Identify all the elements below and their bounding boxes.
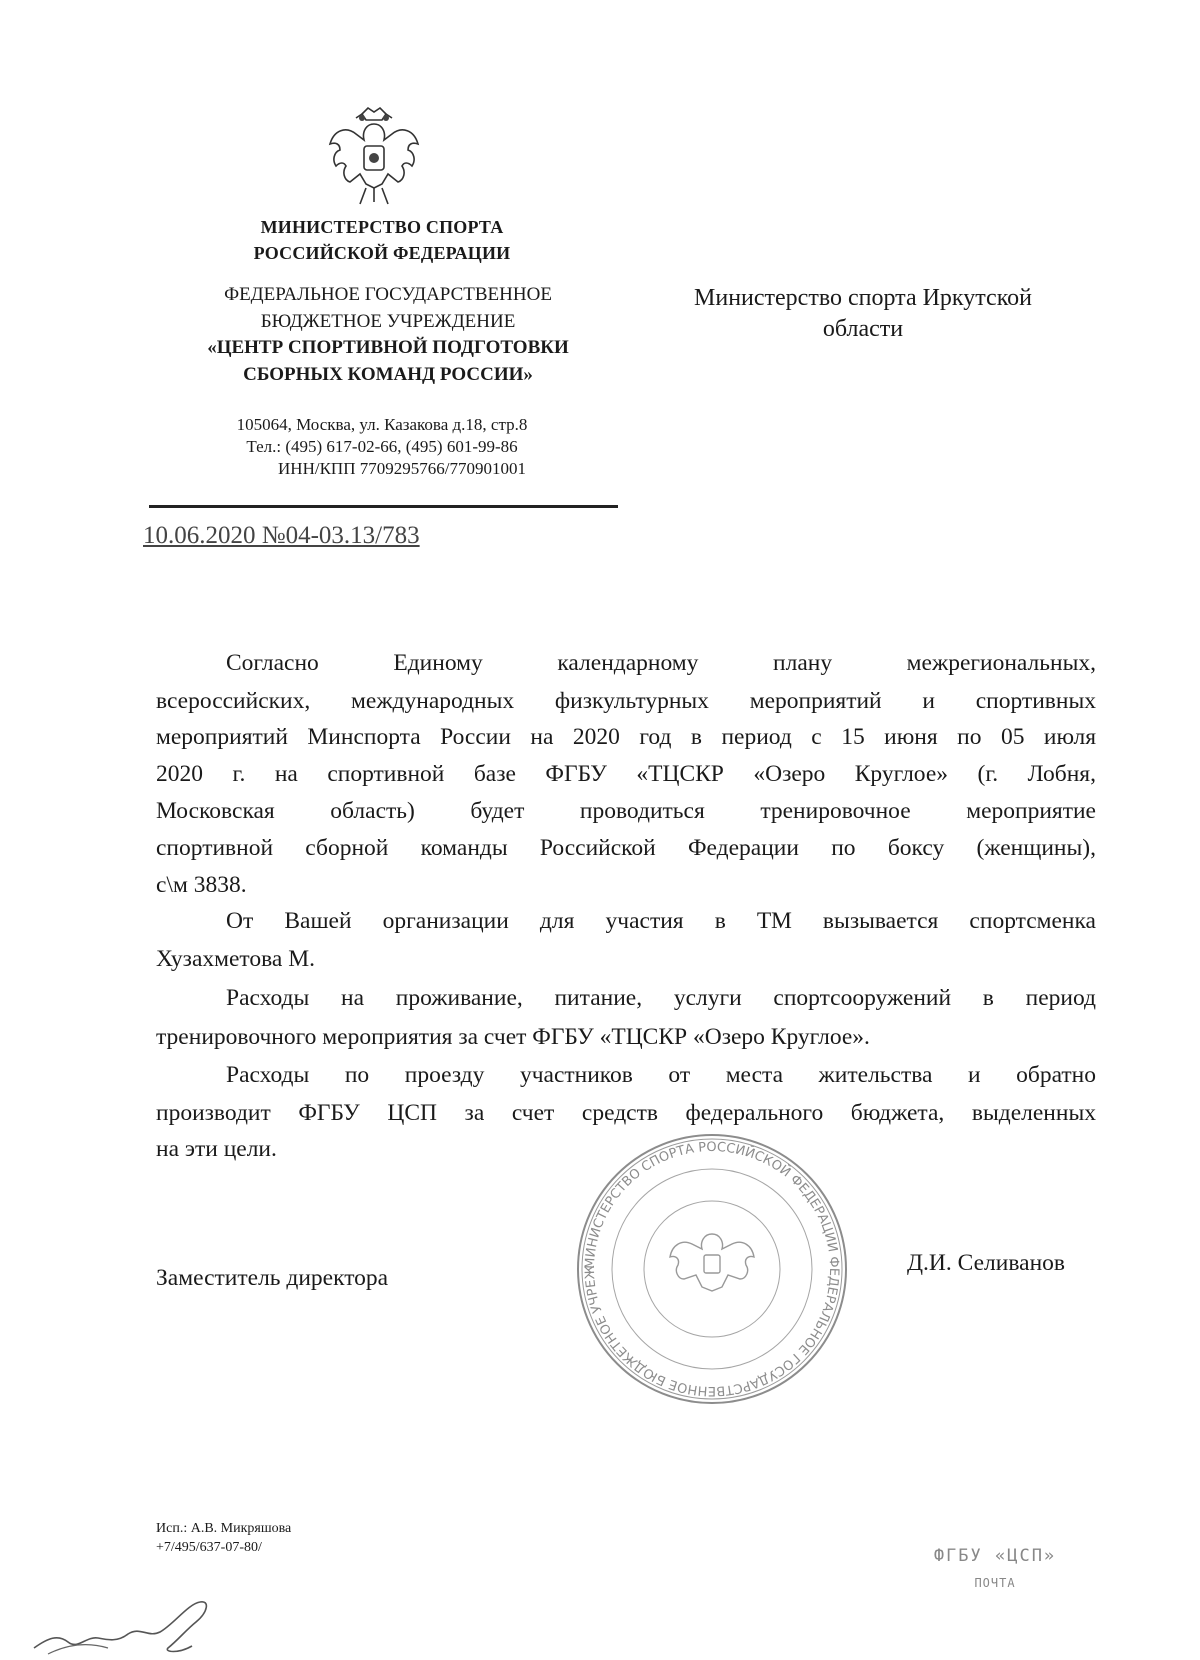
official-seal (572, 1129, 852, 1409)
body-line: спортивной сборной команды Российской Федерации по боксу (женщины), (156, 835, 1096, 861)
body-line: От Вашей организации для участия в ТМ вызывается спортсменка (226, 908, 1096, 934)
body-line: Расходы на проживание, питание, услуги спортсооружений в период (226, 985, 1096, 1011)
body-line: 2020 г. на спортивной базе ФГБУ «ТЦСКР «Озеро Круглое» (г. Лобня, (156, 761, 1096, 787)
institution-address (182, 414, 582, 480)
institution-line: ФЕДЕРАЛЬНОЕ ГОСУДАРСТВЕННОЕ (224, 284, 552, 305)
body-line: Хузахметова М. (156, 946, 315, 972)
institution-line: БЮДЖЕТНОЕ УЧРЕЖДЕНИЕ (260, 310, 516, 332)
executor-info (156, 1519, 291, 1557)
body-line: производит ФГБУ ЦСП за счет средств федерального бюджета, выделенных (156, 1100, 1096, 1126)
mail-stamp-org: ФГБУ «ЦСП» (933, 1546, 1057, 1566)
body-line: тренировочного мероприятия за счет ФГБУ «ТЦСКР «Озеро Круглое». (156, 1024, 870, 1050)
handwritten-signature (28, 1598, 218, 1655)
body-line: всероссийских, международных физкультурных мероприятий и спортивных (156, 688, 1096, 714)
seal-text-path: МИНИСТЕРСТВО СПОРТА РОССИЙСКОЙ ФЕДЕРАЦИИ ФЕДЕРАЛЬНОЕ ГОСУДАРСТВЕННОЕ БЮДЖЕТНОЕ УЧРЕЖ (582, 1139, 842, 1399)
signer-name: Д.И. Селиванов (907, 1250, 1065, 1276)
coat-of-arms-emblem (326, 104, 422, 210)
inn-line: ИНН/КПП 7709295766/770901001 (278, 459, 526, 478)
header-divider (149, 505, 618, 508)
mail-stamp (915, 1546, 1075, 1590)
recipient-line: Министерство спорта Иркутской (694, 285, 1032, 311)
body-line: с\м 3838. (156, 872, 247, 898)
phone-line: Тел.: (495) 617-02-66, (495) 601-99-86 (246, 437, 518, 456)
executor-name: Исп.: А.В. Микряшова (156, 1521, 292, 1536)
body-line: Согласно Единому календарному плану межрегиональных, (226, 650, 1096, 676)
institution-line: СБОРНЫХ КОМАНД РОССИИ» (243, 363, 533, 385)
signer-position: Заместитель директора (156, 1265, 389, 1291)
institution-line: «ЦЕНТР СПОРТИВНОЙ ПОДГОТОВКИ (207, 337, 569, 358)
body-line: мероприятий Минспорта России на 2020 год в период с 15 июня по 05 июля (156, 724, 1096, 750)
recipient-line: области (822, 316, 904, 342)
ministry-line: МИНИСТЕРСТВО СПОРТА (260, 217, 504, 237)
document-reference: 10.06.2020 №04-03.13/783 (143, 522, 420, 549)
ministry-line: РОССИЙСКОЙ ФЕДЕРАЦИИ (253, 243, 511, 263)
executor-phone: +7/495/637-07-80/ (156, 1540, 262, 1555)
mail-stamp-label: ПОЧТА (974, 1576, 1016, 1590)
body-line: Расходы по проезду участников от места жительства и обратно (226, 1062, 1096, 1088)
body-line: Московская область) будет проводиться тренировочное мероприятие (156, 798, 1096, 824)
recipient (623, 283, 1103, 345)
ministry-name (182, 214, 582, 266)
body-line: на эти цели. (156, 1136, 277, 1162)
address-line: 105064, Москва, ул. Казакова д.18, стр.8 (236, 415, 528, 434)
institution-name (138, 282, 638, 388)
